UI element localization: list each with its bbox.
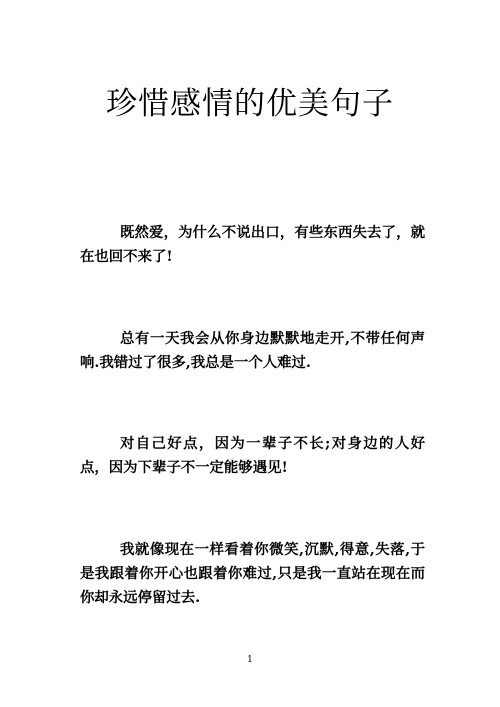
paragraph-4: 我就像现在一样看着你微笑,沉默,得意,失落,于是我跟着你开心也跟着你难过,只是我一直站在现在而 你却永远停留过去.: [80, 541, 425, 606]
page-number: 1: [247, 655, 253, 665]
paragraph-1: 既然爱，为什么不说出口，有些东西失去了，就在也回不来了!: [80, 224, 425, 265]
paragraph-2: 总有一天我会从你身边默默地走开,不带任何声响.我错过了很多,我总是一个人难过.: [80, 330, 425, 371]
document-title: 珍惜感情的优美句子: [106, 86, 394, 122]
paragraph-3: 对自己好点，因为一辈子不长;对身边的人好点，因为下辈子不一定能够遇见!: [80, 435, 425, 476]
